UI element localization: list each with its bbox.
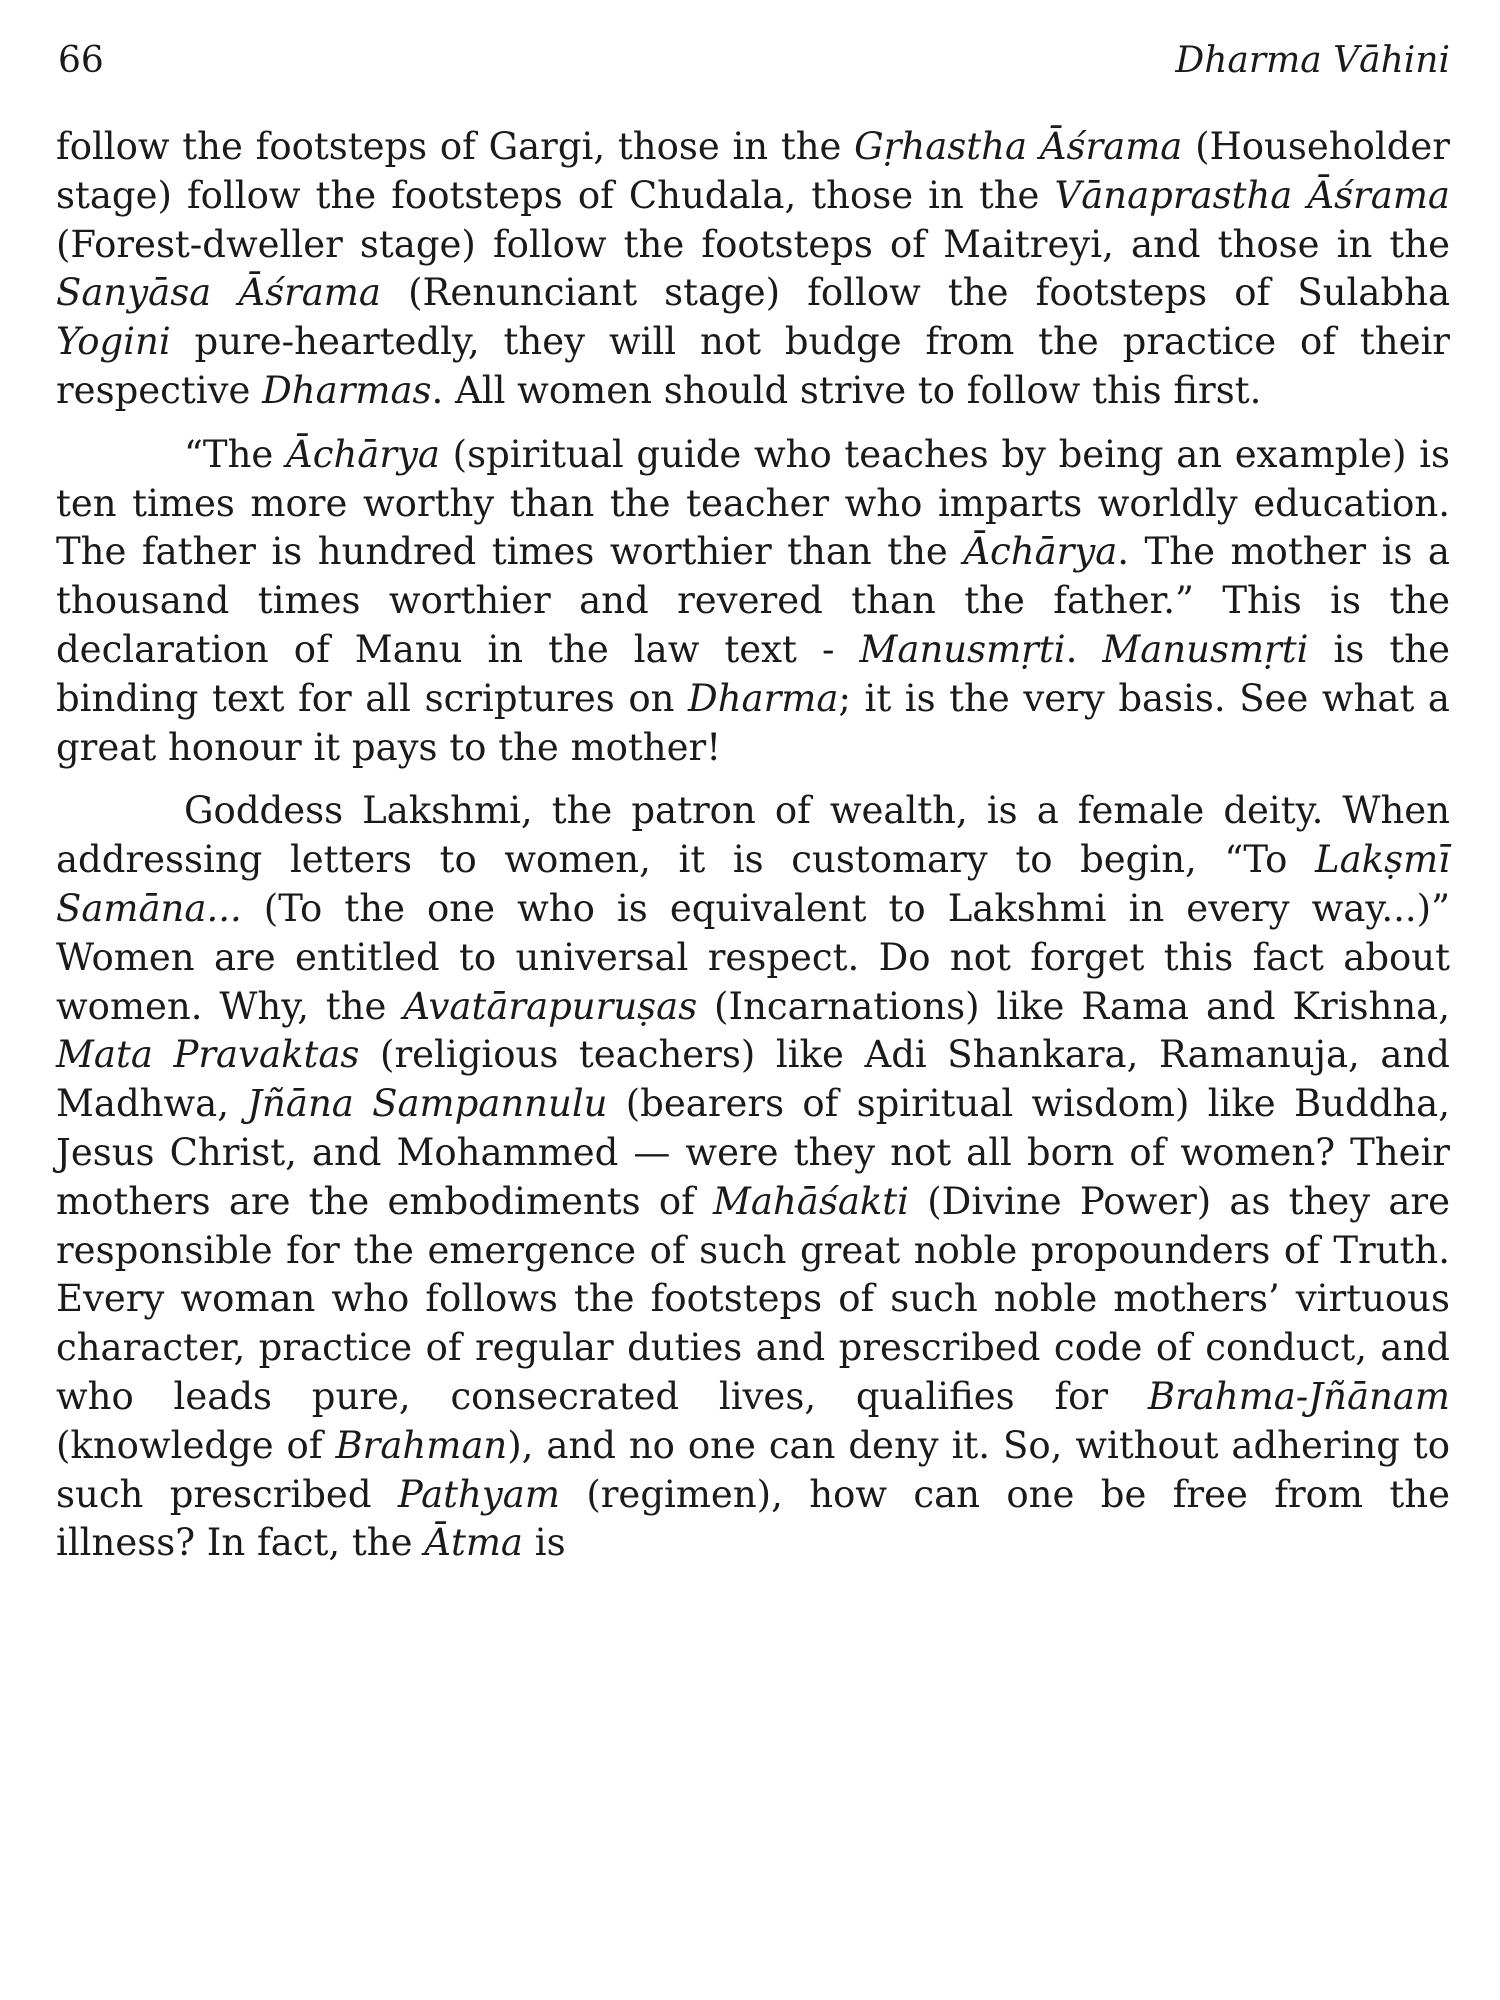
text-run: is	[522, 1521, 566, 1565]
italic-term: Brahman	[335, 1423, 508, 1467]
text-run: (Incarnations) like Rama and Krishna,	[697, 984, 1450, 1028]
text-run: pure-heartedly, they will not budge from the practice of their respective	[56, 320, 1450, 412]
italic-term: Pathyam	[397, 1472, 560, 1516]
text-run: follow the footsteps of Gargi, those in the	[56, 125, 855, 168]
text-run: is the binding text for all scriptures on	[56, 627, 1450, 720]
text-run: (regimen), how can one be free from the illness? In fact, the	[56, 1472, 1450, 1565]
page-number: 66	[58, 40, 104, 81]
italic-term: Brahma-Jñānam	[1147, 1374, 1450, 1418]
text-run: Goddess Lakshmi, the patron of wealth, is a female deity. When addressing letters to women, it is customary to begin, “To	[56, 789, 1450, 882]
italic-term: Manusmṛti	[1102, 627, 1309, 671]
italic-term: Manusmṛti	[859, 627, 1066, 671]
text-run: (religious teachers) like Adi Shankara, Ramanuja, and Madhwa,	[56, 1033, 1450, 1126]
paragraph-3	[56, 787, 1450, 1568]
text-run: (Householder stage) follow the footsteps of Chudala, those in the	[56, 125, 1450, 217]
text-run: (To the one who is equivalent to Lakshmi in every way...)” Women are entitled to universal respect. Do not forget this fact about women. Why, the	[56, 886, 1450, 1028]
italic-term: Jñāna Sampannulu	[247, 1082, 608, 1126]
italic-term: Āchārya	[286, 432, 440, 476]
running-title: Dharma Vāhini	[1175, 40, 1450, 81]
italic-term: Dharmas	[262, 368, 432, 412]
italic-term: Ātma	[424, 1521, 523, 1565]
paragraph-2	[56, 431, 1450, 773]
italic-term: Avatārapuruṣas	[403, 984, 698, 1028]
text-run: (knowledge of	[56, 1423, 336, 1467]
text-run: . All women should strive to follow this first.	[431, 368, 1262, 412]
text-run: (Forest-dweller stage) follow the footsteps of Maitreyi, and those in the	[56, 222, 1450, 266]
text-run: . The mother is a thousand times worthier and revered than the father.” This is the declaration of Manu in the law text -	[56, 530, 1450, 671]
italic-term: Mahāśakti	[713, 1179, 910, 1223]
text-run: ; it is the very basis. See what a great honour it pays to the mother!	[56, 676, 1450, 769]
italic-term: Mata Pravaktas	[56, 1033, 360, 1077]
italic-term: Sanyāsa Āśrama	[56, 271, 381, 315]
italic-term: Dharma	[688, 676, 839, 720]
text-run: (Renunciant stage) follow the footsteps of Sulabha	[380, 271, 1451, 315]
text-run: (Divine Power) as they are responsible for the emergence of such great noble propounders of Truth. Every woman who follows the footsteps of such noble mothers’ virtuous character, practice of regular duties and prescribed code of conduct, and who leads pure, consecrated lives, qualifies for	[56, 1179, 1450, 1418]
text-run: ), and no one can deny it. So, without adhering to such prescribed	[56, 1423, 1450, 1516]
page-header	[58, 40, 1450, 90]
italic-term: Āchārya	[963, 530, 1118, 574]
text-run: (bearers of spiritual wisdom) like Buddha, Jesus Christ, and Mohammed — were they not all born of women? Their mothers are the embodiments of	[56, 1082, 1450, 1223]
italic-term: Yogini	[56, 320, 171, 364]
italic-term: Gṛhastha Āśrama	[854, 125, 1183, 168]
body-text	[56, 123, 1450, 1568]
italic-term: Lakṣmī Samāna...	[56, 838, 1450, 930]
text-run: “The	[184, 432, 286, 476]
italic-term: Vānaprastha Āśrama	[1054, 173, 1450, 217]
text-run: .	[1065, 627, 1103, 671]
paragraph-1	[56, 123, 1450, 416]
text-run: (spiritual guide who teaches by being an example) is ten times more worthy than the teacher who imparts worldly education. The father is hundred times worthier than the	[56, 432, 1450, 574]
